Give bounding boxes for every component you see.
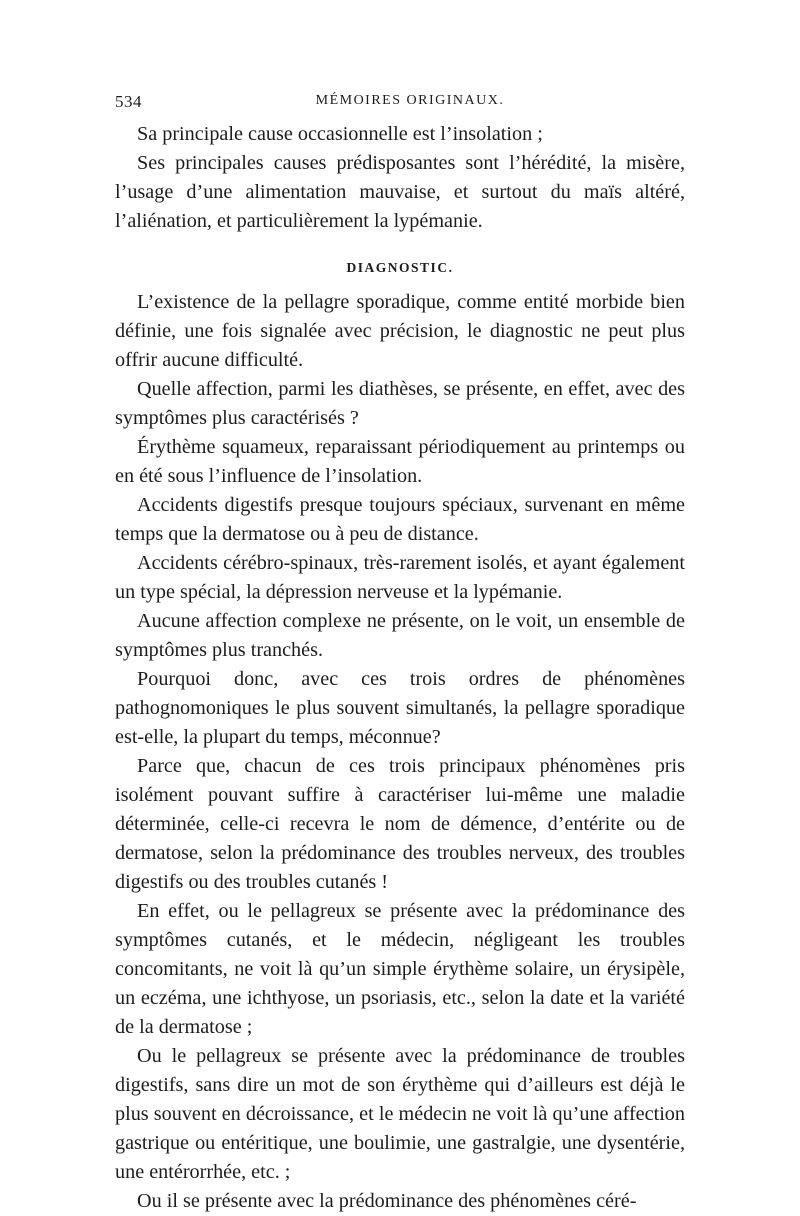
paragraph: Quelle affection, parmi les diathèses, se présente, en effet, avec des symptômes plus caractérisés ? — [115, 378, 685, 429]
paragraph: Pourquoi donc, avec ces trois ordres de phénomènes pathognomoniques le plus souvent simultanés, la pellagre sporadique est-elle, la plupart du temps, méconnue? — [115, 668, 685, 748]
paragraph: Ou il se présente avec la prédominance des phénomènes céré- — [137, 1190, 637, 1212]
paragraph: Ou le pellagreux se présente avec la prédominance de troubles digestifs, sans dire un mot de son érythème qui d’ailleurs est déjà le plus souvent en décroissance, et le médecin ne voit là qu’une affection gastrique ou entéritique, une boulimie, une gastralgie, une dysentérie, une entérorrhée, etc. ; — [115, 1045, 685, 1183]
document-page — [115, 92, 685, 1216]
body-text — [115, 120, 685, 1216]
paragraph: Ses principales causes prédisposantes sont l’hérédité, la misère, l’usage d’une alimentation mauvaise, et surtout du maïs altéré, l’aliénation, et particulièrement la lypémanie. — [115, 152, 685, 232]
running-head — [115, 92, 685, 120]
section-heading: DIAGNOSTIC. — [346, 260, 454, 275]
paragraph: Érythème squameux, reparaissant périodiquement au printemps ou en été sous l’influence de l’insolation. — [115, 436, 685, 487]
paragraph: En effet, ou le pellagreux se présente avec la prédominance des symptômes cutanés, et le médecin, négligeant les troubles concomitants, ne voit là qu’un simple érythème solaire, un érysipèle, un eczéma, une ichthyose, un psoriasis, etc., selon la date et la variété de la dermatose ; — [115, 900, 685, 1038]
paragraph: Accidents digestifs presque toujours spéciaux, survenant en même temps que la dermatose ou à peu de distance. — [115, 494, 685, 545]
paragraph: Sa principale cause occasionnelle est l’insolation ; — [137, 123, 543, 145]
running-title: MÉMOIRES ORIGINAUX. — [315, 93, 505, 108]
paragraph: L’existence de la pellagre sporadique, comme entité morbide bien définie, une fois signalée avec précision, le diagnostic ne peut plus offrir aucune difficulté. — [115, 291, 685, 371]
paragraph: Accidents cérébro-spinaux, très-rarement isolés, et ayant également un type spécial, la dépression nerveuse et la lypémanie. — [115, 552, 685, 603]
paragraph: Aucune affection complexe ne présente, on le voit, un ensemble de symptômes plus tranchés. — [115, 610, 685, 661]
page-number: 534 — [115, 92, 142, 111]
paragraph: Parce que, chacun de ces trois principaux phénomènes pris isolément pouvant suffire à caractériser lui-même une maladie déterminée, celle-ci recevra le nom de démence, d’entérite ou de dermatose, selon la prédominance des troubles nerveux, des troubles digestifs ou des troubles cutanés ! — [115, 755, 685, 893]
